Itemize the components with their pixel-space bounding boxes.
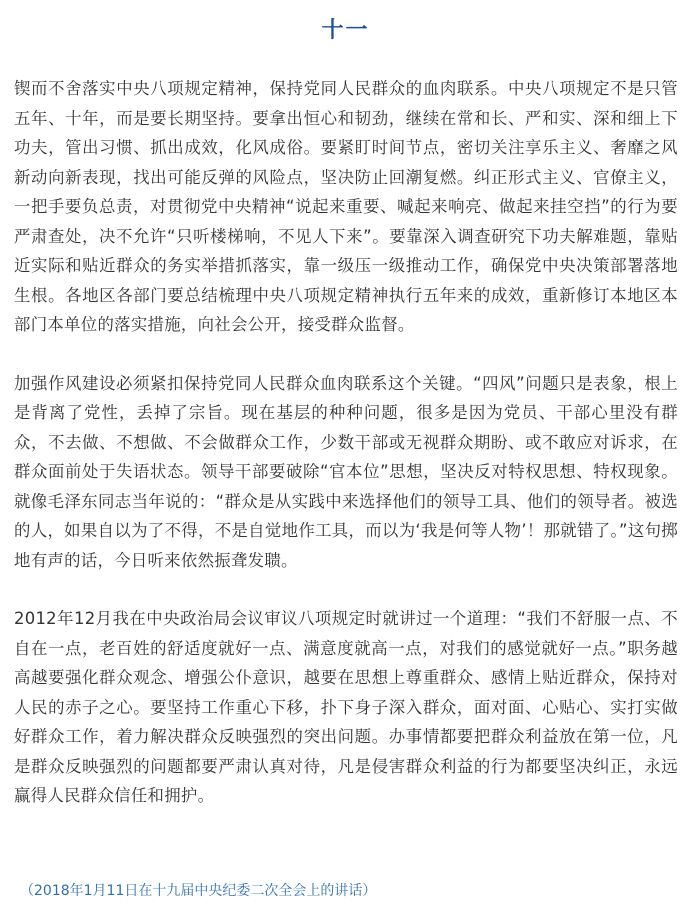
paragraph-1: 锲而不舍落实中央八项规定精神，保持党同人民群众的血肉联系。中央八项规定不是只管五年、十年，而是要长期坚持。要拿出恒心和韧劲，继续在常和长、严和实、深和细上下功夫，管出习惯、抓出成效，化风成俗。要紧盯时间节点，密切关注享乐主义、奢靡之风新动向新表现，找出可能反弹的风险点，坚决防止回潮复燃。纠正形式主义、官僚主义，一把手要负总责，对贯彻党中央精神“说起来重要、喊起来响亮、做起来挂空挡”的行为要严肃查处，决不允许“只听楼梯响，不见人下来”。要靠深入调查研究下功夫解难题，靠贴近实际和贴近群众的务实举措抓落实，靠一级压一级推动工作，确保党中央决策部署落地生根。各地区各部门要总结梳理中央八项规定精神执行五年来的成效，重新修订本地区本部门本单位的落实措施，向社会公开，接受群众监督。: [14, 79, 678, 334]
section-number-heading: 十一: [321, 18, 370, 43]
paragraph-3: 2012年12月我在中央政治局会议审议八项规定时就讲过一个道理：“我们不舒服一点、不自在一点，老百姓的舒适度就好一点、满意度就高一点，对我们的感觉就好一点。”职务越高越要强化群众观念、增强公仆意识，越要在思想上尊重群众、感情上贴近群众，保持对人民的赤子之心。要坚持工作重心下移，扑下身子深入群众，面对面、心贴心、实打实做好群众工作，着力解决群众反映强烈的突出问题。办事情都要把群众利益放在第一位，凡是群众反映强烈的问题都要严肃认真对待，凡是侵害群众利益的行为都要坚决纠正，永远赢得人民群众信任和拥护。: [14, 609, 678, 805]
article-body: [14, 74, 678, 840]
paragraph-2: 加强作风建设必须紧扣保持党同人民群众血肉联系这个关键。“四风”问题只是表象，根上是背离了党性，丢掉了宗旨。现在基层的种种问题，很多是因为党员、干部心里没有群众，不去做、不想做、不会做群众工作，少数干部或无视群众期盼、或不敢应对诉求，在群众面前处于失语状态。领导干部要破除“官本位”思想，坚决反对特权思想、特权现象。就像毛泽东同志当年说的：“群众是从实践中来选择他们的领导工具、他们的领导者。被选的人，如果自以为了不得，不是自觉地作工具，而以为‘我是何等人物’！那就错了。”这句掷地有声的话，今日听来依然振聋发聩。: [14, 373, 678, 570]
speech-source-note: （2018年1月11日在十九届中央纪委二次全会上的讲话）: [20, 883, 377, 899]
